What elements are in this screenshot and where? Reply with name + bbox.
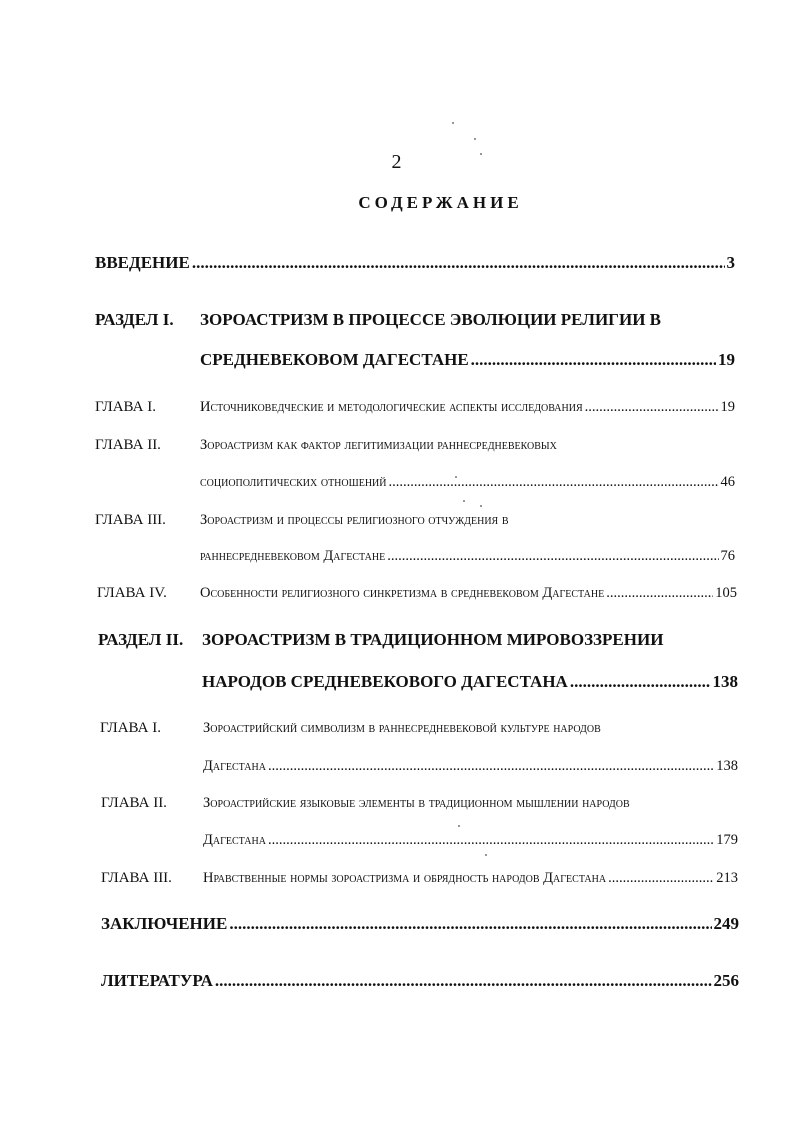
section-2-title-line2: НАРОДОВ СРЕДНЕВЕКОВОГО ДАГЕСТАНА [202, 672, 568, 691]
toc-entry-s1-chapter-4[interactable] [200, 585, 737, 602]
section-2-title-line1: ЗОРОАСТРИЗМ В ТРАДИЦИОННОМ МИРОВОЗЗРЕНИИ [202, 630, 664, 649]
toc-entry-s1-chapter-2[interactable] [200, 474, 735, 491]
toc-entry-section-1[interactable] [200, 350, 735, 370]
section-2-label: РАЗДЕЛ II. [98, 630, 184, 649]
scan-speck [480, 153, 482, 155]
toc-entry-text: Нравственные нормы зороастризма и обрядность народов Дагестана [203, 870, 607, 886]
toc-entry-s1-chapter-1[interactable] [200, 399, 735, 416]
leader-dots [268, 832, 714, 849]
chapter-label: ГЛАВА III. [95, 512, 166, 528]
toc-entry-page: 138 [716, 758, 738, 774]
leader-dots [585, 399, 719, 416]
toc-title: СОДЕРЖАНИЕ [358, 193, 523, 212]
toc-entry-s2-chapter-2[interactable] [203, 832, 738, 849]
chapter-title-line2: Дагестана [203, 758, 266, 774]
toc-entry-s2-chapter-3[interactable] [203, 870, 738, 887]
toc-entry-literature[interactable] [101, 971, 739, 991]
chapter-label: ГЛАВА III. [101, 870, 172, 886]
toc-entry-intro[interactable] [95, 253, 735, 273]
section-1-title-line2: СРЕДНЕВЕКОВОМ ДАГЕСТАНЕ [200, 350, 469, 369]
toc-entry-page: 46 [720, 474, 735, 490]
toc-entry-page: 76 [720, 548, 735, 564]
toc-entry-text: ЗАКЛЮЧЕНИЕ [101, 914, 228, 933]
scan-speck [458, 825, 460, 827]
chapter-title-line1: Зороастризм как фактор легитимизации раннесредневековых [200, 437, 557, 453]
chapter-title-line2: социополитических отношений [200, 474, 387, 490]
scan-speck [480, 505, 482, 507]
leader-dots [471, 350, 716, 370]
toc-entry-text: ЛИТЕРАТУРА [101, 971, 213, 990]
leader-dots [229, 914, 711, 934]
chapter-title-line1: Зороастрийские языковые элементы в традиционном мышлении народов [203, 795, 630, 811]
toc-entry-page: 213 [716, 870, 738, 886]
leader-dots [389, 474, 719, 491]
scan-speck [463, 500, 465, 502]
toc-entry-s2-chapter-1[interactable] [203, 758, 738, 775]
toc-entry-page: 256 [713, 971, 739, 990]
chapter-label: ГЛАВА I. [100, 720, 161, 736]
toc-entry-conclusion[interactable] [101, 914, 739, 934]
leader-dots [570, 672, 711, 692]
toc-entry-page: 3 [726, 253, 735, 272]
chapter-label: ГЛАВА IV. [97, 585, 167, 601]
toc-entry-text: Особенности религиозного синкретизма в средневековом Дагестане [200, 585, 605, 601]
chapter-label: ГЛАВА I. [95, 399, 156, 415]
chapter-title-line2: Дагестана [203, 832, 266, 848]
scan-speck [485, 854, 487, 856]
toc-entry-page: 249 [713, 914, 739, 933]
scan-speck [455, 476, 457, 478]
chapter-title-line2: раннесредневековом Дагестане [200, 548, 386, 564]
toc-entry-s1-chapter-3[interactable] [200, 548, 735, 565]
leader-dots [608, 870, 714, 887]
page-number: 2 [391, 151, 402, 173]
section-1-title-line1: ЗОРОАСТРИЗМ В ПРОЦЕССЕ ЭВОЛЮЦИИ РЕЛИГИИ В [200, 310, 662, 329]
leader-dots [268, 758, 714, 775]
chapter-label: ГЛАВА II. [101, 795, 167, 811]
toc-entry-text: Источниковедческие и методологические аспекты исследования [200, 399, 583, 415]
leader-dots [606, 585, 713, 602]
toc-entry-section-2[interactable] [202, 672, 738, 692]
scan-speck [452, 122, 454, 124]
leader-dots [387, 548, 718, 565]
toc-entry-page: 179 [716, 832, 738, 848]
toc-entry-text: ВВЕДЕНИЕ [95, 253, 190, 272]
chapter-label: ГЛАВА II. [95, 437, 161, 453]
section-1-label: РАЗДЕЛ I. [95, 310, 174, 329]
toc-entry-page: 138 [712, 672, 738, 691]
leader-dots [192, 253, 725, 273]
chapter-title-line1: Зороастризм и процессы религиозного отчуждения в [200, 512, 509, 528]
scan-speck [474, 138, 476, 140]
toc-entry-page: 19 [720, 399, 735, 415]
toc-entry-page: 105 [715, 585, 737, 601]
chapter-title-line1: Зороастрийский символизм в раннесредневековой культуре народов [203, 720, 601, 736]
leader-dots [215, 971, 712, 991]
toc-entry-page: 19 [718, 350, 735, 369]
